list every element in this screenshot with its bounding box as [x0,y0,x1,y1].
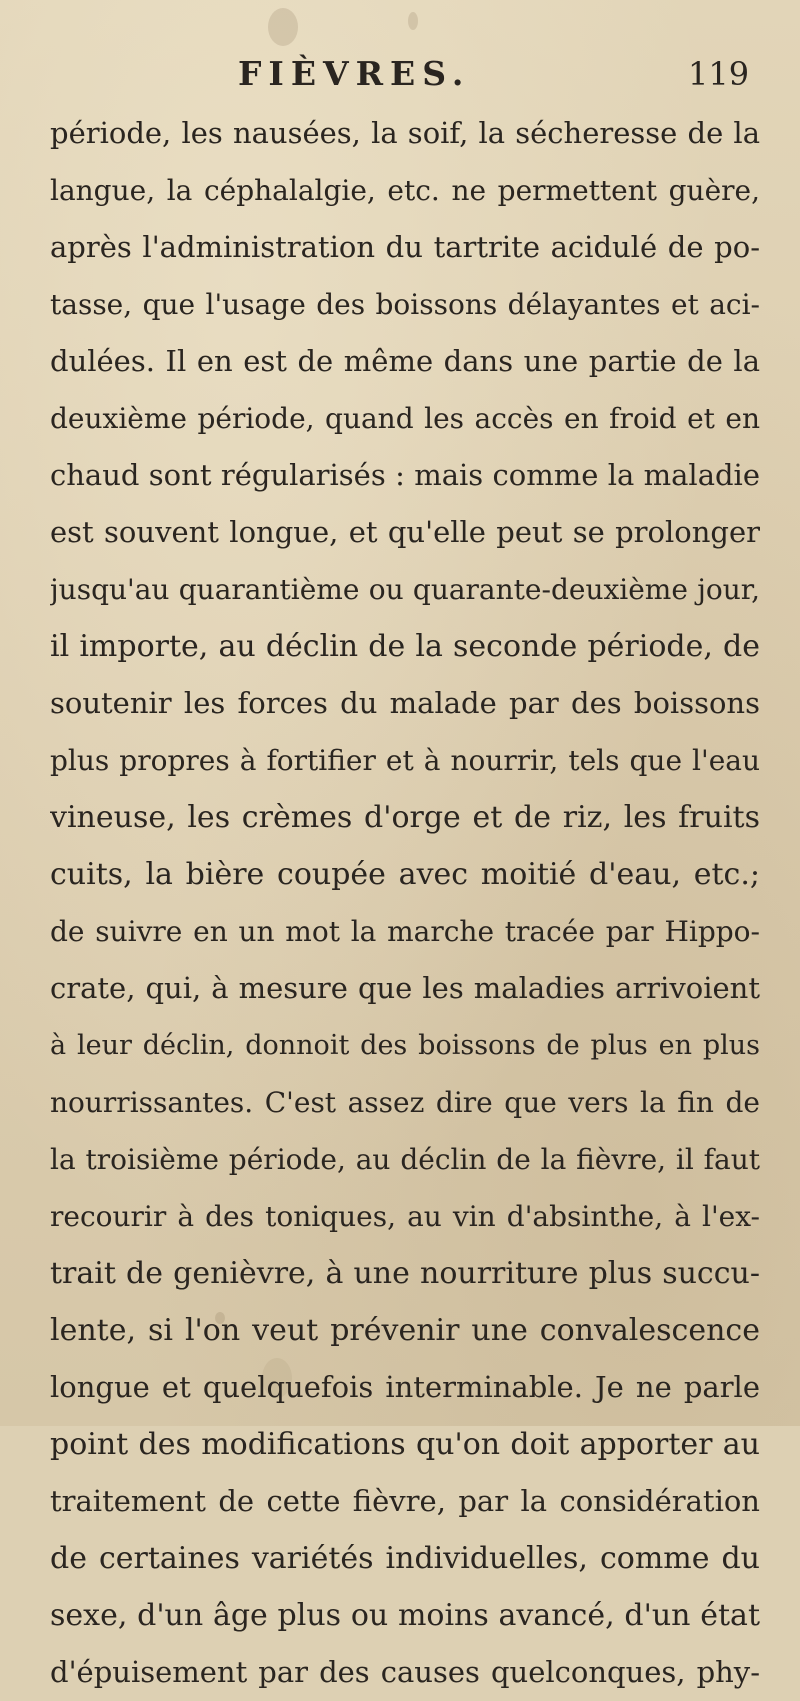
text-line: plus propres à fortifier et à nourrir, tels que l'eau [50,744,760,777]
text-line: deuxième période, quand les accès en froid et en [50,402,760,435]
text-line: point des modifications qu'on doit apporter au [50,1427,760,1462]
text-line: chaud sont régularisés : mais comme la maladie [50,458,760,492]
text-line: sexe, d'un âge plus ou moins avancé, d'un état [50,1598,760,1633]
text-line: crate, qui, à mesure que les maladies arrivoient [50,971,760,1005]
text-line: lente, si l'on veut prévenir une convalescence [50,1313,760,1348]
text-line: longue et quelquefois interminable. Je ne parle [50,1370,760,1404]
text-line: trait de genièvre, à une nourriture plus succu- [50,1256,760,1291]
text-line: la troisième période, au déclin de la fièvre, il faut [50,1143,760,1176]
text-line: de certaines variétés individuelles, comme du [50,1541,760,1576]
text-line: cuits, la bière coupée avec moitié d'eau, etc.; [50,857,760,892]
body-paragraph [50,105,760,1701]
text-line: recourir à des toniques, au vin d'absinthe, à l'ex- [50,1200,760,1233]
text-line: jusqu'au quarantième ou quarante-deuxième jour, [50,573,760,606]
text-line: de suivre en un mot la marche tracée par Hippo- [50,915,760,948]
text-line: période, les nausées, la soif, la sécheresse de la [50,116,760,150]
page-number: 119 [688,55,750,93]
text-line: nourrissantes. C'est assez dire que vers la fin de [50,1086,760,1119]
page-stain [268,8,298,46]
text-line: il importe, au déclin de la seconde période, de [50,629,760,664]
text-line: à leur déclin, donnoit des boissons de plus en plus [50,1030,760,1061]
text-line: vineuse, les crèmes d'orge et de riz, les fruits [50,800,760,835]
page-stain [408,12,418,30]
text-line: tasse, que l'usage des boissons délayantes et aci- [50,288,760,321]
text-line: dulées. Il en est de même dans une partie de la [50,344,760,378]
text-line: d'épuisement par des causes quelconques, phy- [50,1655,760,1689]
text-line: langue, la céphalalgie, etc. ne permettent guère, [50,174,760,207]
running-title: FIÈVRES. [238,54,471,93]
text-line: traitement de cette fièvre, par la considération [50,1484,760,1518]
text-line: est souvent longue, et qu'elle peut se prolonger [50,515,760,549]
text-line: après l'administration du tartrite acidulé de po- [50,230,760,264]
text-line: soutenir les forces du malade par des boissons [50,686,760,720]
